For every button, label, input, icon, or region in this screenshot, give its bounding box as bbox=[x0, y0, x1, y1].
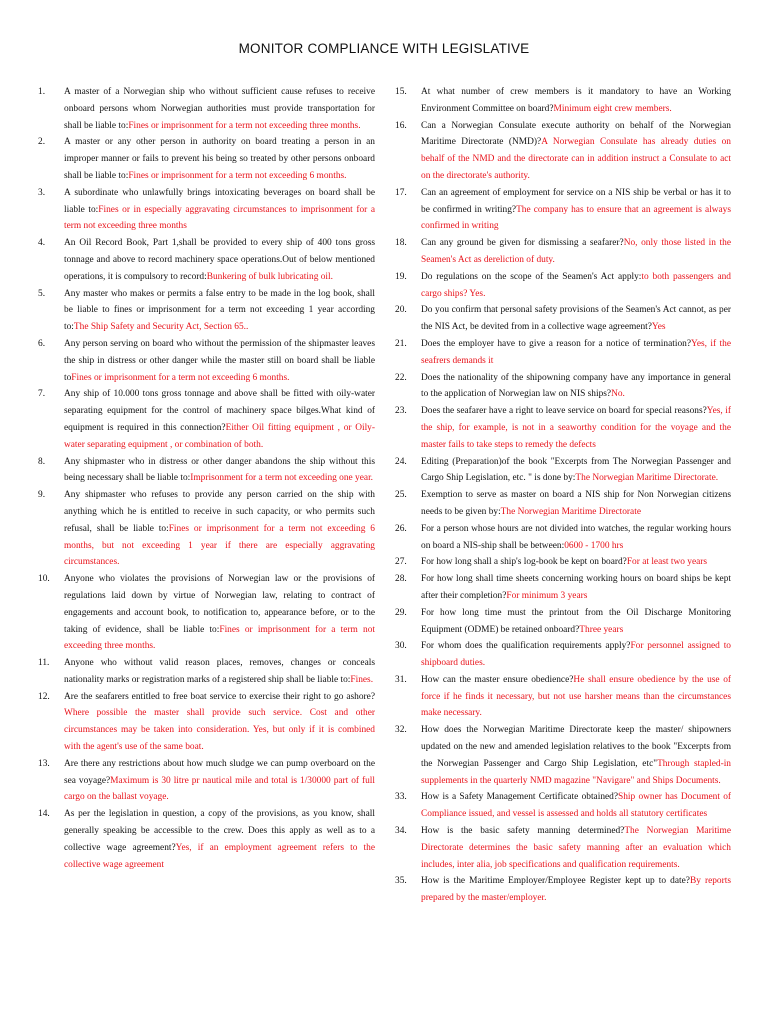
question-text: How is the basic safety manning determined? bbox=[421, 826, 625, 837]
answer-text: 0600 - 1700 hrs bbox=[564, 540, 624, 551]
question-body bbox=[64, 185, 375, 235]
question-number: 16. bbox=[395, 120, 407, 131]
question-number: 9. bbox=[38, 490, 46, 501]
question-number: 5. bbox=[38, 288, 46, 299]
question-body bbox=[421, 118, 731, 185]
question-body bbox=[64, 571, 375, 655]
question-item bbox=[38, 84, 375, 134]
answer-text: Fines or imprisonment for a term not exceeding three months. bbox=[128, 120, 361, 131]
question-text: Editing (Preparation)of the book "Excerpts from The Norwegian Passenger and Cargo Ship Legislation, etc. " is done by: bbox=[421, 456, 731, 484]
question-item bbox=[38, 806, 375, 873]
question-number: 35. bbox=[395, 876, 407, 887]
question-text: Are the seafarers entitled to free boat service to exercise their right to go ashore? bbox=[64, 691, 375, 702]
question-text: A subordinate who unlawfully brings intoxicating beverages on board shall be liable to: bbox=[64, 187, 375, 215]
question-number: 33. bbox=[395, 792, 407, 803]
answer-text: Bunkering of bulk lubricating oil. bbox=[206, 271, 333, 282]
answer-text: Either Oil fitting equipment , or Oily-water separating equipment , or combination of both. bbox=[64, 422, 375, 450]
question-body bbox=[421, 185, 731, 235]
question-text: How is the Maritime Employer/Employee Register kept up to date? bbox=[421, 876, 690, 887]
question-body bbox=[64, 386, 375, 453]
question-number: 18. bbox=[395, 238, 407, 249]
answer-text: Ship owner has Document of Compliance issued, and vessel is assessed and holds all statutory certificates bbox=[421, 792, 731, 820]
question-number: 32. bbox=[395, 725, 407, 736]
question-number: 13. bbox=[38, 758, 50, 769]
answer-text: He shall ensure obedience by the use of force if he finds it necessary, but not use harsher means than the circumstances make necessary. bbox=[421, 674, 731, 719]
answer-text: Minimum eight crew members. bbox=[553, 103, 672, 114]
question-text: For a person whose hours are not divided into watches, the regular working hours on board a NIS-ship shall be between: bbox=[421, 523, 731, 551]
question-number: 7. bbox=[38, 389, 46, 400]
question-item bbox=[395, 722, 731, 789]
answer-text: Maximum is 30 litre pr nautical mile and total is 1/30000 part of full cargo on the ballast voyage. bbox=[64, 775, 375, 803]
left-column bbox=[38, 84, 375, 873]
answer-text: Yes, if an employment agreement refers to the collective wage agreement bbox=[64, 842, 376, 870]
question-item bbox=[38, 756, 375, 806]
question-body bbox=[421, 336, 731, 370]
question-text: How does the Norwegian Maritime Directorate keep the master/ shipowners updated on the new and amended legislation relatives to the book "Excerpts from the Norwegian Passenger and Cargo Ship Legislation, etc" bbox=[421, 725, 731, 769]
question-text: At what number of crew members is it mandatory to have an Working Environment Committee on board? bbox=[421, 87, 731, 114]
question-item bbox=[38, 134, 375, 184]
question-item bbox=[395, 521, 731, 555]
question-number: 15. bbox=[395, 87, 407, 97]
question-body bbox=[421, 571, 731, 605]
answer-text: Through stapled-in supplements in the quarterly NMD magazine "Navigare" and Ships Documents. bbox=[421, 758, 731, 786]
question-number: 2. bbox=[38, 137, 46, 148]
question-number: 29. bbox=[395, 607, 407, 618]
question-item bbox=[395, 605, 731, 639]
answer-text: Where possible the master shall provide such service. Cost and other circumstances may be taken into consideration. Yes, but only if it is combined with the agent's use of the same boat. bbox=[64, 708, 375, 753]
question-text: For whom does the qualification requirements apply? bbox=[421, 641, 631, 652]
question-body bbox=[421, 521, 731, 555]
question-item bbox=[395, 454, 731, 488]
answer-text: Three years bbox=[579, 624, 624, 635]
question-item bbox=[395, 873, 731, 907]
question-text: Do you confirm that personal safety provisions of the Seamen's Act cannot, as per the NIS Act, be devited from in a collective wage agreement? bbox=[421, 305, 731, 333]
question-text: A master of a Norwegian ship who without sufficient cause refuses to receive onboard persons whom Norwegian authorities must provide transportation for shall be liable to: bbox=[64, 87, 375, 131]
answer-text: The Ship Safety and Security Act, Section 65.. bbox=[73, 322, 249, 333]
question-text: An Oil Record Book, Part 1,shall be provided to every ship of 400 tons gross tonnage and above to record machinery space operations.Out of below mentioned operations, it is compulsory to record: bbox=[64, 238, 375, 282]
question-body bbox=[421, 672, 731, 722]
answer-text: Fines or imprisonment for a term not exceeding three months. bbox=[64, 624, 375, 652]
question-item bbox=[395, 403, 731, 453]
question-text: Do regulations on the scope of the Seamen's Act apply: bbox=[421, 271, 642, 282]
page-title: MONITOR COMPLIANCE WITH LEGISLATIVE bbox=[238, 41, 530, 56]
question-number: 30. bbox=[395, 641, 407, 652]
question-body bbox=[421, 454, 731, 488]
question-body bbox=[64, 689, 375, 756]
answer-text: The Norwegian Maritime Directorate bbox=[500, 506, 641, 517]
question-number: 26. bbox=[395, 523, 407, 534]
question-text: Any master who makes or permits a false entry to be made in the log book, shall be liable to fines or imprisonment for a term not exceeding 1 year according to: bbox=[64, 288, 375, 333]
answer-text: Yes, if the seafrers demands it bbox=[421, 338, 731, 366]
answer-text: No, only those listed in the Seamen's Act as dereliction of duty. bbox=[421, 238, 731, 265]
question-item bbox=[395, 370, 731, 404]
question-text: Does the employer have to give a reason for a notice of termination? bbox=[421, 338, 691, 349]
question-item bbox=[395, 823, 731, 873]
question-item bbox=[38, 571, 375, 655]
question-text: How can the master ensure obedience? bbox=[421, 674, 574, 685]
answer-text: The company has to ensure that an agreement is always confirmed in writing bbox=[421, 204, 731, 232]
question-body bbox=[64, 655, 375, 689]
question-text: Can any ground be given for dismissing a seafarer? bbox=[421, 238, 624, 249]
question-item bbox=[38, 655, 375, 689]
question-number: 25. bbox=[395, 490, 407, 501]
question-text: Any ship of 10.000 tons gross tonnage and above shall be fitted with oily-water separating equipment for the control of machinery space bilges.What kind of equipment is required in this connection? bbox=[64, 389, 375, 433]
question-body bbox=[421, 605, 731, 639]
question-item bbox=[395, 302, 731, 336]
question-body bbox=[421, 873, 731, 907]
question-item bbox=[395, 84, 731, 118]
answer-text: For at least two years bbox=[626, 557, 708, 568]
question-text: Any person serving on board who without the permission of the shipmaster leaves the ship in distress or other danger while the master still on board shall be liable to bbox=[64, 338, 375, 383]
question-body bbox=[421, 302, 731, 336]
question-number: 24. bbox=[395, 456, 407, 467]
question-item bbox=[38, 454, 375, 488]
question-body bbox=[421, 638, 731, 672]
question-number: 17. bbox=[395, 187, 407, 198]
question-number: 8. bbox=[38, 456, 46, 467]
question-item bbox=[38, 689, 375, 756]
question-text: Any shipmaster who in distress or other danger abandons the ship without this being necessary shall be liable to: bbox=[64, 456, 375, 484]
answer-text: Fines or imprisonment for a term not exceeding 6 months, but not exceeding 1 year if there are especially aggravating circumstances. bbox=[64, 523, 375, 568]
question-number: 3. bbox=[38, 187, 46, 198]
question-text: How is a Safety Management Certificate obtained? bbox=[421, 792, 619, 803]
answer-text: to both passengers and cargo ships? Yes. bbox=[421, 271, 731, 299]
question-body bbox=[421, 269, 731, 303]
question-text: Can an agreement of employment for service on a NIS ship be verbal or has it to be confirmed in writing? bbox=[421, 187, 731, 215]
question-item bbox=[395, 789, 731, 823]
question-item bbox=[395, 185, 731, 235]
question-body bbox=[64, 756, 375, 806]
question-body bbox=[421, 722, 731, 789]
question-number: 20. bbox=[395, 305, 407, 316]
answer-text: Fines. bbox=[350, 674, 374, 685]
question-number: 22. bbox=[395, 372, 407, 383]
question-text: Are there any restrictions about how much sludge we can pump overboard on the sea voyage? bbox=[64, 758, 375, 786]
answer-text: The Norwegian Maritime Directorate determines the basic safety manning after an evaluation which includes, inter alia, job specifications and qualification requirements. bbox=[421, 826, 731, 870]
question-number: 34. bbox=[395, 826, 407, 837]
question-body bbox=[421, 823, 731, 873]
answer-text: No. bbox=[611, 389, 625, 400]
question-text: Can a Norwegian Consulate execute authority on behalf of the Norwegian Maritime Directorate (NMD)? bbox=[421, 120, 731, 148]
question-item bbox=[38, 286, 375, 336]
question-item bbox=[395, 571, 731, 605]
answer-text: A Norwegian Consulate has already duties on behalf of the NMD and the directorate can in addition instruct a Consulate to act on the directorate's authority. bbox=[421, 137, 731, 181]
question-item bbox=[395, 235, 731, 269]
question-item bbox=[395, 487, 731, 521]
question-body bbox=[64, 454, 375, 488]
question-item bbox=[395, 672, 731, 722]
answer-text: The Norwegian Maritime Directorate. bbox=[575, 473, 719, 484]
question-number: 10. bbox=[38, 574, 50, 585]
answer-text: Yes, if the ship, for example, is not in a seaworthy condition for the voyage and the master fails to take steps to remedy the defects bbox=[421, 406, 731, 450]
question-text: Anyone who without valid reason places, removes, changes or conceals nationality marks or registration marks of a registered ship shall be liable to: bbox=[64, 658, 375, 685]
answer-text: For minimum 3 years bbox=[506, 590, 588, 601]
question-text: For how long time must the printout from the Oil Discharge Monitoring Equipment (ODME) be retained onboard? bbox=[421, 607, 731, 635]
answer-text: For personnel assigned to shipboard duties. bbox=[421, 641, 731, 669]
question-body bbox=[64, 134, 375, 184]
question-body bbox=[421, 789, 731, 823]
question-item bbox=[38, 235, 375, 285]
question-text: For how long shall a ship's log-book be kept on board? bbox=[421, 557, 627, 568]
question-body bbox=[64, 336, 375, 386]
question-number: 6. bbox=[38, 338, 46, 349]
answer-text: Fines or imprisonment for a term not exceeding 6 months. bbox=[71, 372, 290, 383]
question-body bbox=[64, 286, 375, 336]
answer-text: Yes bbox=[651, 322, 666, 333]
question-body bbox=[421, 487, 731, 521]
question-item bbox=[38, 185, 375, 235]
question-body bbox=[421, 403, 731, 453]
question-number: 21. bbox=[395, 338, 407, 349]
question-body bbox=[64, 235, 375, 285]
question-item bbox=[395, 554, 731, 571]
question-number: 4. bbox=[38, 238, 46, 249]
question-text: Anyone who violates the provisions of Norwegian law or the provisions of regulations laid down by virtue of Norwegian law, relating to contract of engagements and account book, to notification to, appearance before, or to the taking of evidence, shall be liable to: bbox=[64, 574, 375, 635]
answer-text: Fines or in especially aggravating circumstances to imprisonment for a term not exceeding three months bbox=[64, 204, 375, 232]
question-body bbox=[421, 84, 731, 118]
question-body bbox=[421, 235, 731, 269]
question-item bbox=[395, 638, 731, 672]
question-text: Does the nationality of the shipowning company have any importance in general to the application of Norwegian law on NIS ships? bbox=[421, 372, 731, 400]
question-number: 31. bbox=[395, 674, 407, 685]
question-number: 19. bbox=[395, 271, 407, 282]
question-item bbox=[395, 269, 731, 303]
question-number: 14. bbox=[38, 809, 50, 820]
question-text: Exemption to serve as master on board a NIS ship for Non Norwegian citizens needs to be given by: bbox=[421, 490, 731, 517]
question-number: 12. bbox=[38, 691, 50, 702]
right-column bbox=[395, 84, 731, 907]
question-number: 28. bbox=[395, 574, 407, 585]
question-text: For how long shall time sheets concerning working hours on board ships be kept after their completion? bbox=[421, 574, 731, 601]
question-text: Does the seafarer have a right to leave service on board for special reasons? bbox=[421, 406, 707, 417]
answer-text: Fines or imprisonment for a term not exceeding 6 months. bbox=[128, 170, 347, 181]
question-text: Any shipmaster who refuses to provide any person carried on the ship with anything which he is entitled to receive in such capacity, or who permits such refusal, shall be liable to: bbox=[64, 490, 375, 534]
answer-text: Imprisonment for a term not exceeding one year. bbox=[190, 473, 374, 484]
question-text: A master or any other person in authority on board treating a person in an improper manner or fails to prevent his being so treated by other persons onboard shall be liable to: bbox=[64, 137, 375, 181]
question-item bbox=[395, 118, 731, 185]
question-number: 27. bbox=[395, 557, 407, 568]
question-number: 23. bbox=[395, 406, 407, 417]
question-body bbox=[64, 806, 375, 873]
question-item bbox=[395, 336, 731, 370]
question-number: 1. bbox=[38, 87, 46, 97]
question-number: 11. bbox=[38, 658, 50, 669]
answer-text: By reports prepared by the master/employer. bbox=[421, 876, 731, 904]
question-item bbox=[38, 336, 375, 386]
question-text: As per the legislation in question, a copy of the provisions, as you know, shall generally speaking be accessible to the crew. Does this apply as well as to a collective wage agreement? bbox=[64, 809, 375, 853]
question-item bbox=[38, 487, 375, 571]
question-body bbox=[421, 370, 731, 404]
question-body bbox=[64, 84, 375, 134]
question-body bbox=[421, 554, 731, 571]
question-item bbox=[38, 386, 375, 453]
question-body bbox=[64, 487, 375, 571]
